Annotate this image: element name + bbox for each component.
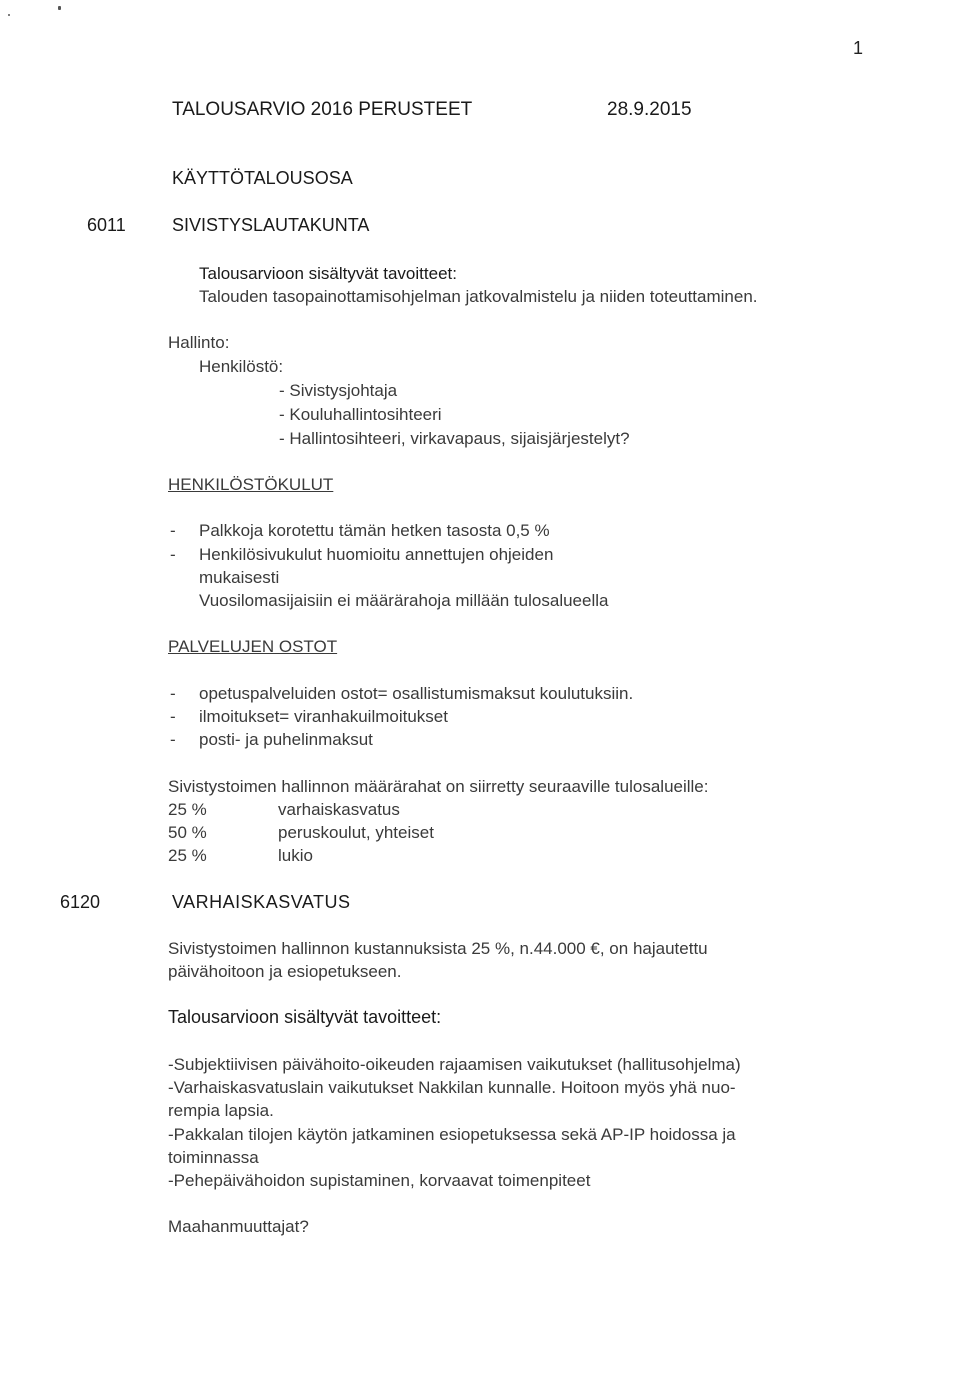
allocation-pct: 50 % xyxy=(168,823,207,842)
unit-name: SIVISTYSLAUTAKUNTA xyxy=(172,215,370,235)
question-line: Maahanmuuttajat? xyxy=(168,1217,309,1236)
allocation-area: lukio xyxy=(278,846,313,865)
goals-heading: Talousarvioon sisältyvät tavoitteet: xyxy=(168,1007,442,1027)
unit-code: 6011 xyxy=(87,215,126,235)
services-heading: PALVELUJEN OSTOT xyxy=(168,637,338,656)
services-bullet: posti- ja puhelinmaksut xyxy=(199,730,373,749)
page-number: 1 xyxy=(853,38,864,58)
staff-item: - Hallintosihteeri, virkavapaus, sijaisjärjestelyt? xyxy=(279,429,630,448)
personnel-bullet: Vuosilomasijaisiin ei määrärahoja millään tulosalueella xyxy=(199,591,609,610)
staff-item: - Kouluhallintosihteeri xyxy=(279,405,442,424)
document-title: TALOUSARVIO 2016 PERUSTEET xyxy=(172,99,473,120)
staff-item: - Sivistysjohtaja xyxy=(279,381,398,400)
admin-label: Hallinto: xyxy=(168,333,230,352)
personnel-bullet: Henkilösivukulut huomioitu annettujen ohjeiden xyxy=(199,545,554,564)
goal-line: -Varhaiskasvatuslain vaikutukset Nakkilan kunnalle. Hoitoon myös yhä nuo- xyxy=(168,1078,736,1097)
goals-heading: Talousarvioon sisältyvät tavoitteet: xyxy=(199,264,457,283)
allocation-pct: 25 % xyxy=(168,846,207,865)
scan-speck xyxy=(58,6,61,10)
goal-line: toiminnassa xyxy=(168,1148,259,1167)
goal-line: -Pehepäivähoidon supistaminen, korvaavat toimenpiteet xyxy=(168,1171,591,1190)
allocation-pct: 25 % xyxy=(168,800,207,819)
intro-line: päivähoitoon ja esiopetukseen. xyxy=(168,962,402,981)
allocation-area: varhaiskasvatus xyxy=(278,800,400,819)
bullet-dash: - xyxy=(170,545,176,564)
scan-speck xyxy=(8,14,10,16)
goal-line: -Subjektiivisen päivähoito-oikeuden rajaamisen vaikutukset (hallitusohjelma) xyxy=(168,1055,741,1074)
goal-line: -Pakkalan tilojen käytön jatkaminen esiopetuksessa sekä AP-IP hoidossa ja xyxy=(168,1125,736,1144)
unit-name: VARHAISKASVATUS xyxy=(172,892,351,912)
personnel-costs-heading: HENKILÖSTÖKULUT xyxy=(168,475,334,494)
intro-line: Sivistystoimen hallinnon kustannuksista 25 %, n.44.000 €, on hajautettu xyxy=(168,939,708,958)
goal-line: rempia lapsia. xyxy=(168,1101,274,1120)
unit-code: 6120 xyxy=(60,892,101,912)
goals-text: Talouden tasopainottamisohjelman jatkovalmistelu ja niiden toteuttaminen. xyxy=(199,287,758,306)
bullet-dash: - xyxy=(170,521,176,540)
bullet-dash: - xyxy=(170,684,176,703)
document-date: 28.9.2015 xyxy=(607,99,692,120)
personnel-bullet: mukaisesti xyxy=(199,568,280,587)
personnel-bullet: Palkkoja korotettu tämän hetken tasosta 0,5 % xyxy=(199,521,550,540)
staff-label: Henkilöstö: xyxy=(199,357,284,376)
section-title: KÄYTTÖTALOUSOSA xyxy=(172,168,353,188)
allocation-area: peruskoulut, yhteiset xyxy=(278,823,434,842)
services-bullet: ilmoitukset= viranhakuilmoitukset xyxy=(199,707,448,726)
bullet-dash: - xyxy=(170,730,176,749)
allocation-intro: Sivistystoimen hallinnon määrärahat on siirretty seuraaville tulosalueille: xyxy=(168,777,709,796)
bullet-dash: - xyxy=(170,707,176,726)
services-bullet: opetuspalveluiden ostot= osallistumismaksut koulutuksiin. xyxy=(199,684,634,703)
